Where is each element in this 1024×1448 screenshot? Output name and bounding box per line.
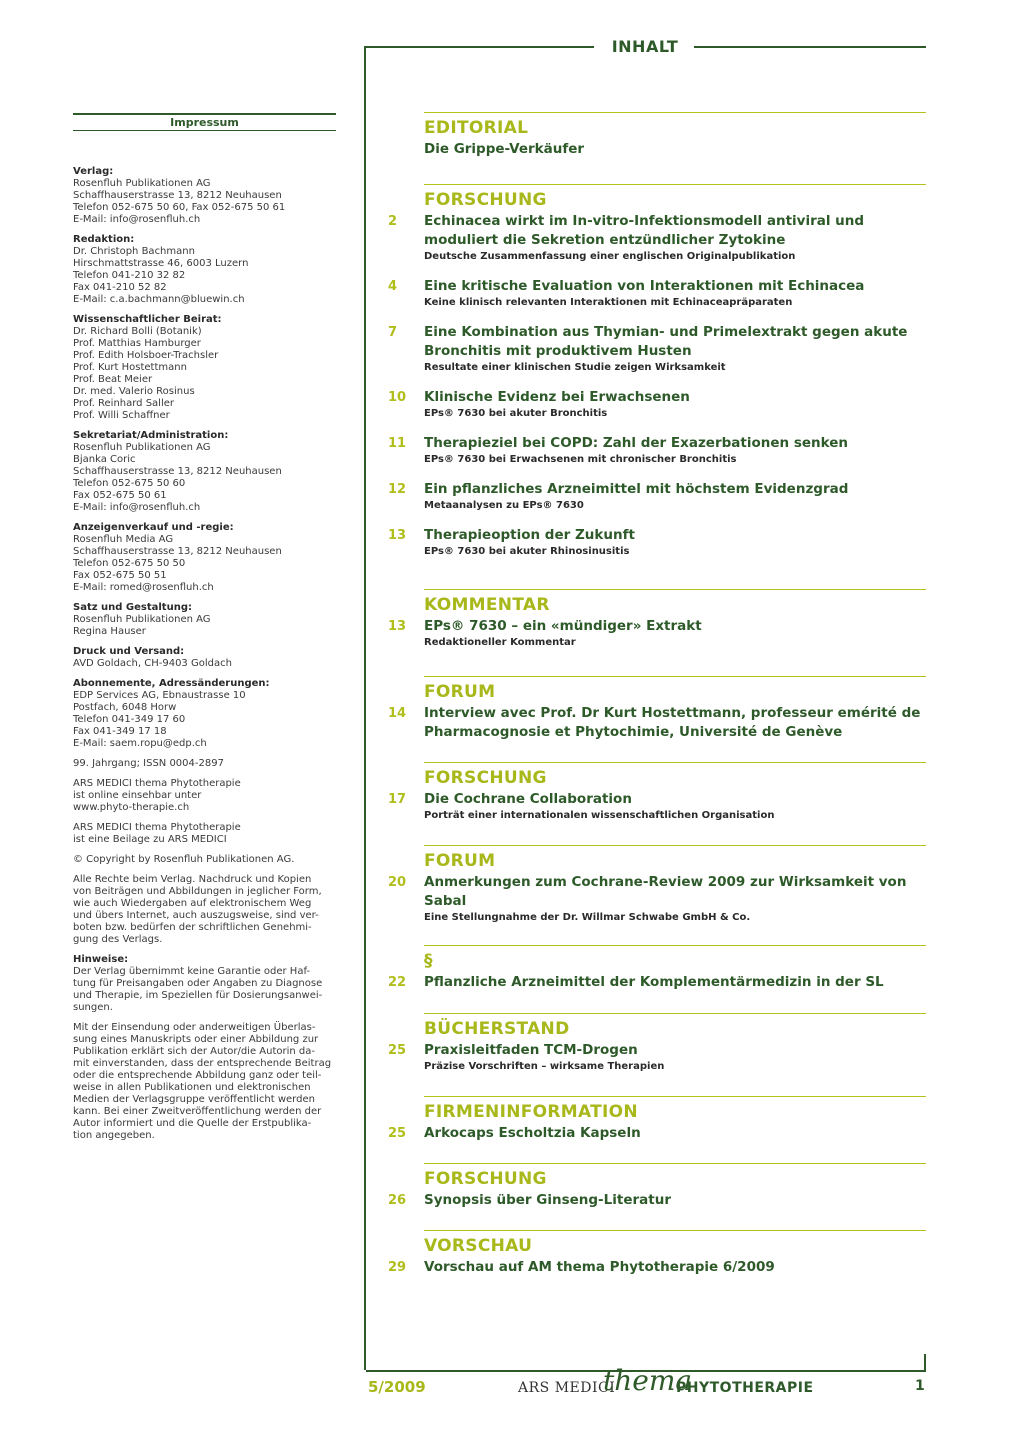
section-rule xyxy=(424,1163,926,1164)
impressum-label: Druck und Versand: xyxy=(73,646,185,657)
toc-entry[interactable] xyxy=(388,140,928,159)
section-title: EDITORIAL xyxy=(424,118,529,138)
entry-page-number: 14 xyxy=(388,706,407,721)
impressum-line: Prof. Edith Holsboer-Trachsler xyxy=(73,350,219,361)
impressum-line: Prof. Willi Schaffner xyxy=(73,410,170,421)
impressum-line: ist online einsehbar unter xyxy=(73,790,202,801)
header-rule-left xyxy=(364,46,594,48)
toc-entry[interactable] xyxy=(388,873,928,924)
section-rule xyxy=(424,589,926,590)
section-title: FIRMENINFORMATION xyxy=(424,1102,638,1122)
section-rule xyxy=(424,184,926,185)
impressum-line: kann. Bei einer Zweitveröffentlichung werden der xyxy=(73,1106,322,1117)
section-rule xyxy=(424,676,926,677)
impressum-line: weise in allen Publikationen und elektronischen xyxy=(73,1082,311,1093)
toc-entry[interactable] xyxy=(388,388,928,420)
entry-page-number: 29 xyxy=(388,1260,407,1275)
toc-entry[interactable] xyxy=(388,1258,928,1277)
impressum-block xyxy=(73,430,343,514)
impressum-line: tion angegeben. xyxy=(73,1130,155,1141)
toc-entry[interactable] xyxy=(388,704,928,742)
toc-entry[interactable] xyxy=(388,480,928,512)
section-title: FORUM xyxy=(424,851,496,871)
entry-subtitle: Porträt einer internationalen wissenschaftlichen Organisation xyxy=(424,810,775,821)
entry-title: EPs® 7630 – ein «mündiger» Extrakt xyxy=(424,618,702,634)
toc-section xyxy=(388,589,928,649)
impressum-label: Abonnemente, Adressänderungen: xyxy=(73,678,270,689)
entry-page-number: 12 xyxy=(388,482,407,497)
impressum-line: Prof. Kurt Hostettmann xyxy=(73,362,187,373)
entry-page-number: 11 xyxy=(388,436,407,451)
impressum-line: gung des Verlags. xyxy=(73,934,163,945)
impressum-line: Rosenfluh Media AG xyxy=(73,534,174,545)
impressum-block xyxy=(73,854,343,866)
entry-page-number: 17 xyxy=(388,792,407,807)
impressum-block xyxy=(73,758,343,770)
impressum-line: Publikation erklärt sich der Autor/die Autorin da- xyxy=(73,1046,316,1057)
entry-title: Die Grippe-Verkäufer xyxy=(424,141,585,157)
impressum-block xyxy=(73,314,343,422)
impressum-line: Fax 041-210 52 82 xyxy=(73,282,167,293)
toc-entry[interactable] xyxy=(388,973,928,992)
impressum-block xyxy=(73,954,343,1014)
section-title: FORSCHUNG xyxy=(424,768,547,788)
impressum-block xyxy=(73,602,343,638)
impressum-label: Wissenschaftlicher Beirat: xyxy=(73,314,222,325)
entry-page-number: 26 xyxy=(388,1193,407,1208)
impressum-text xyxy=(73,166,343,1150)
impressum-line: © Copyright by Rosenfluh Publikationen AG. xyxy=(73,854,295,865)
impressum-rule-bottom xyxy=(73,130,336,131)
entry-title: Die Cochrane Collaboration xyxy=(424,791,632,807)
entry-title: Anmerkungen zum Cochrane-Review 2009 zur Wirksamkeit von Sabal xyxy=(424,874,907,909)
section-title: FORSCHUNG xyxy=(424,1169,547,1189)
toc-section xyxy=(388,1230,928,1277)
entry-page-number: 25 xyxy=(388,1043,407,1058)
entry-page-number: 25 xyxy=(388,1126,407,1141)
impressum-line: Postfach, 6048 Horw xyxy=(73,702,177,713)
brand-ars-medici: ARS MEDICI xyxy=(518,1380,616,1396)
brand-phytotherapie: PHYTOTHERAPIE xyxy=(676,1380,814,1396)
impressum-line[interactable]: E-Mail: saem.ropu@edp.ch xyxy=(73,738,207,749)
toc-section xyxy=(388,184,928,558)
impressum-line: Autor informiert und die Quelle der Erstpublika- xyxy=(73,1118,312,1129)
impressum-line: 99. Jahrgang; ISSN 0004-2897 xyxy=(73,758,224,769)
toc-entry[interactable] xyxy=(388,1041,928,1073)
entry-title: Arkocaps Escholtzia Kapseln xyxy=(424,1125,641,1141)
toc-section xyxy=(388,845,928,924)
toc-entry[interactable] xyxy=(388,212,928,263)
impressum-line: Hirschmattstrasse 46, 6003 Luzern xyxy=(73,258,249,269)
entry-title: Interview avec Prof. Dr Kurt Hostettmann, professeur emérité de Pharmacognosie et Phytochimie, Université de Genève xyxy=(424,705,921,740)
column-divider xyxy=(364,46,366,1370)
impressum-line: Prof. Beat Meier xyxy=(73,374,153,385)
impressum-block xyxy=(73,1022,343,1142)
impressum-line: tung für Preisangaben oder Angaben zu Diagnose xyxy=(73,978,323,989)
entry-title: Echinacea wirkt im In-vitro-Infektionsmodell antiviral und moduliert die Sekretion entzündlicher Zytokine xyxy=(424,213,865,248)
entry-subtitle: Präzise Vorschriften – wirksame Therapien xyxy=(424,1061,665,1072)
impressum-block xyxy=(73,646,343,670)
impressum-block xyxy=(73,234,343,306)
entry-page-number: 13 xyxy=(388,619,407,634)
impressum-label: Verlag: xyxy=(73,166,114,177)
impressum-label: Hinweise: xyxy=(73,954,129,965)
section-rule xyxy=(424,112,926,113)
section-rule xyxy=(424,1230,926,1231)
impressum-line: oder die entsprechende Abbildung ganz oder teil- xyxy=(73,1070,322,1081)
section-title: FORUM xyxy=(424,682,496,702)
impressum-line: Fax 052-675 50 61 xyxy=(73,490,167,501)
entry-page-number: 13 xyxy=(388,528,407,543)
impressum-line: Dr. Richard Bolli (Botanik) xyxy=(73,326,202,337)
toc-entry[interactable] xyxy=(388,617,928,649)
entry-page-number: 20 xyxy=(388,875,407,890)
impressum-line: Regina Hauser xyxy=(73,626,146,637)
entry-subtitle: EPs® 7630 bei Erwachsenen mit chronischer Bronchitis xyxy=(424,454,737,465)
impressum-line: mit einverstanden, dass der entsprechende Beitrag xyxy=(73,1058,332,1069)
impressum-line: Telefon 041-349 17 60 xyxy=(73,714,186,725)
entry-subtitle: Redaktioneller Kommentar xyxy=(424,637,576,648)
impressum-line[interactable]: E-Mail: info@rosenfluh.ch xyxy=(73,214,201,225)
section-title: FORSCHUNG xyxy=(424,190,547,210)
section-rule xyxy=(424,845,926,846)
impressum-block xyxy=(73,522,343,594)
entry-subtitle: EPs® 7630 bei akuter Rhinosinusitis xyxy=(424,546,630,557)
section-rule xyxy=(424,945,926,946)
impressum-line: Alle Rechte beim Verlag. Nachdruck und Kopien xyxy=(73,874,312,885)
entry-page-number: 22 xyxy=(388,975,407,990)
entry-title: Therapieoption der Zukunft xyxy=(424,527,635,543)
impressum-block xyxy=(73,874,343,946)
impressum-line[interactable]: E-Mail: romed@rosenfluh.ch xyxy=(73,582,214,593)
footer-rule-end xyxy=(924,1354,926,1372)
entry-subtitle: EPs® 7630 bei akuter Bronchitis xyxy=(424,408,608,419)
entry-title: Ein pflanzliches Arzneimittel mit höchstem Evidenzgrad xyxy=(424,481,849,497)
header-rule-right xyxy=(694,46,926,48)
impressum-line[interactable]: E-Mail: info@rosenfluh.ch xyxy=(73,502,201,513)
impressum-line: ARS MEDICI thema Phytotherapie xyxy=(73,778,241,789)
impressum-line: Fax 052-675 50 51 xyxy=(73,570,167,581)
impressum-line: Der Verlag übernimmt keine Garantie oder Haf- xyxy=(73,966,311,977)
impressum-line: Schaffhauserstrasse 13, 8212 Neuhausen xyxy=(73,190,282,201)
impressum-label: Sekretariat/Administration: xyxy=(73,430,229,441)
entry-subtitle: Keine klinisch relevanten Interaktionen mit Echinaceapräparaten xyxy=(424,297,793,308)
impressum-block xyxy=(73,678,343,750)
toc-section xyxy=(388,676,928,742)
impressum-line: ARS MEDICI thema Phytotherapie xyxy=(73,822,241,833)
impressum-line: und Therapie, im Speziellen für Dosierungsanwei- xyxy=(73,990,323,1001)
toc-entry[interactable] xyxy=(388,323,928,374)
impressum-block xyxy=(73,778,343,814)
impressum-line: sungen. xyxy=(73,1002,113,1013)
entry-title: Eine kritische Evaluation von Interaktionen mit Echinacea xyxy=(424,278,865,294)
entry-subtitle: Resultate einer klinischen Studie zeigen Wirksamkeit xyxy=(424,362,726,373)
section-title: § xyxy=(424,951,433,971)
impressum-line[interactable]: E-Mail: c.a.bachmann@bluewin.ch xyxy=(73,294,245,305)
entry-title: Klinische Evidenz bei Erwachsenen xyxy=(424,389,690,405)
toc-entry[interactable] xyxy=(388,790,928,822)
issue-number: 5/2009 xyxy=(368,1378,426,1396)
impressum-line: Fax 041-349 17 18 xyxy=(73,726,167,737)
toc-entry[interactable] xyxy=(388,1191,928,1210)
toc-section xyxy=(388,112,928,159)
impressum-line: ist eine Beilage zu ARS MEDICI xyxy=(73,834,227,845)
section-title: KOMMENTAR xyxy=(424,595,550,615)
entry-subtitle: Deutsche Zusammenfassung einer englischen Originalpublikation xyxy=(424,251,796,262)
impressum-line: Prof. Matthias Hamburger xyxy=(73,338,201,349)
impressum-line: sung eines Manuskripts oder einer Abbildung zur xyxy=(73,1034,319,1045)
toc-section xyxy=(388,1096,928,1143)
toc-section xyxy=(388,762,928,822)
impressum-line: Telefon 041-210 32 82 xyxy=(73,270,186,281)
entry-title: Eine Kombination aus Thymian- und Primelextrakt gegen akute Bronchitis mit produktivem Husten xyxy=(424,324,908,359)
section-rule xyxy=(424,1096,926,1097)
entry-title: Pflanzliche Arzneimittel der Komplementärmedizin in der SL xyxy=(424,974,884,990)
entry-title: Praxisleitfaden TCM-Drogen xyxy=(424,1042,638,1058)
section-title: BÜCHERSTAND xyxy=(424,1019,570,1039)
impressum-line: Rosenfluh Publikationen AG xyxy=(73,614,211,625)
entry-subtitle: Eine Stellungnahme der Dr. Willmar Schwabe GmbH & Co. xyxy=(424,912,751,923)
impressum-line: AVD Goldach, CH-9403 Goldach xyxy=(73,658,232,669)
impressum-line: Rosenfluh Publikationen AG xyxy=(73,442,211,453)
page-number: 1 xyxy=(915,1378,925,1394)
impressum-rule-top xyxy=(73,113,336,115)
toc-entry[interactable] xyxy=(388,434,928,466)
impressum-line: wie auch Wiedergaben auf elektronischem Weg xyxy=(73,898,312,909)
impressum-label: Redaktion: xyxy=(73,234,135,245)
impressum-line: Dr. med. Valerio Rosinus xyxy=(73,386,195,397)
page-title: INHALT xyxy=(611,37,679,56)
impressum-line[interactable]: www.phyto-therapie.ch xyxy=(73,802,190,813)
entry-subtitle: Metaanalysen zu EPs® 7630 xyxy=(424,500,584,511)
brand-thema: thema xyxy=(603,1364,693,1397)
toc-section xyxy=(388,1163,928,1210)
toc-entry[interactable] xyxy=(388,526,928,558)
impressum-block xyxy=(73,166,343,226)
impressum-line: Prof. Reinhard Saller xyxy=(73,398,175,409)
toc-entry[interactable] xyxy=(388,1124,928,1143)
impressum-line: Telefon 052-675 50 60 xyxy=(73,478,186,489)
impressum-line: Rosenfluh Publikationen AG xyxy=(73,178,211,189)
impressum-block xyxy=(73,822,343,846)
impressum-line: Mit der Einsendung oder anderweitigen Überlas- xyxy=(73,1022,316,1033)
impressum-line: boten bzw. bedürfen der schriftlichen Genehmi- xyxy=(73,922,312,933)
impressum-line: und übers Internet, auch auszugsweise, sind ver- xyxy=(73,910,319,921)
impressum-label: Anzeigenverkauf und -regie: xyxy=(73,522,234,533)
toc-section xyxy=(388,945,928,992)
impressum-line: Medien der Verlagsgruppe veröffentlicht werden xyxy=(73,1094,315,1105)
section-rule xyxy=(424,762,926,763)
toc-section xyxy=(388,1013,928,1073)
entry-title: Therapieziel bei COPD: Zahl der Exazerbationen senken xyxy=(424,435,849,451)
impressum-label: Satz und Gestaltung: xyxy=(73,602,192,613)
entry-page-number: 10 xyxy=(388,390,407,405)
entry-title: Synopsis über Ginseng-Literatur xyxy=(424,1192,671,1208)
toc-entry[interactable] xyxy=(388,277,928,309)
impressum-line: Telefon 052-675 50 50 xyxy=(73,558,186,569)
entry-page-number: 2 xyxy=(388,214,398,229)
entry-page-number: 7 xyxy=(388,325,398,340)
impressum-line: Telefon 052-675 50 60, Fax 052-675 50 61 xyxy=(73,202,286,213)
entry-title: Vorschau auf AM thema Phytotherapie 6/2009 xyxy=(424,1259,775,1275)
entry-page-number: 4 xyxy=(388,279,398,294)
impressum-line: Schaffhauserstrasse 13, 8212 Neuhausen xyxy=(73,466,282,477)
section-rule xyxy=(424,1013,926,1014)
impressum-title: Impressum xyxy=(170,116,239,129)
impressum-line: von Beiträgen und Abbildungen in jeglicher Form, xyxy=(73,886,322,897)
impressum-line: Schaffhauserstrasse 13, 8212 Neuhausen xyxy=(73,546,282,557)
impressum-line: EDP Services AG, Ebnaustrasse 10 xyxy=(73,690,246,701)
impressum-line: Bjanka Coric xyxy=(73,454,136,465)
impressum-line: Dr. Christoph Bachmann xyxy=(73,246,195,257)
section-title: VORSCHAU xyxy=(424,1236,533,1256)
